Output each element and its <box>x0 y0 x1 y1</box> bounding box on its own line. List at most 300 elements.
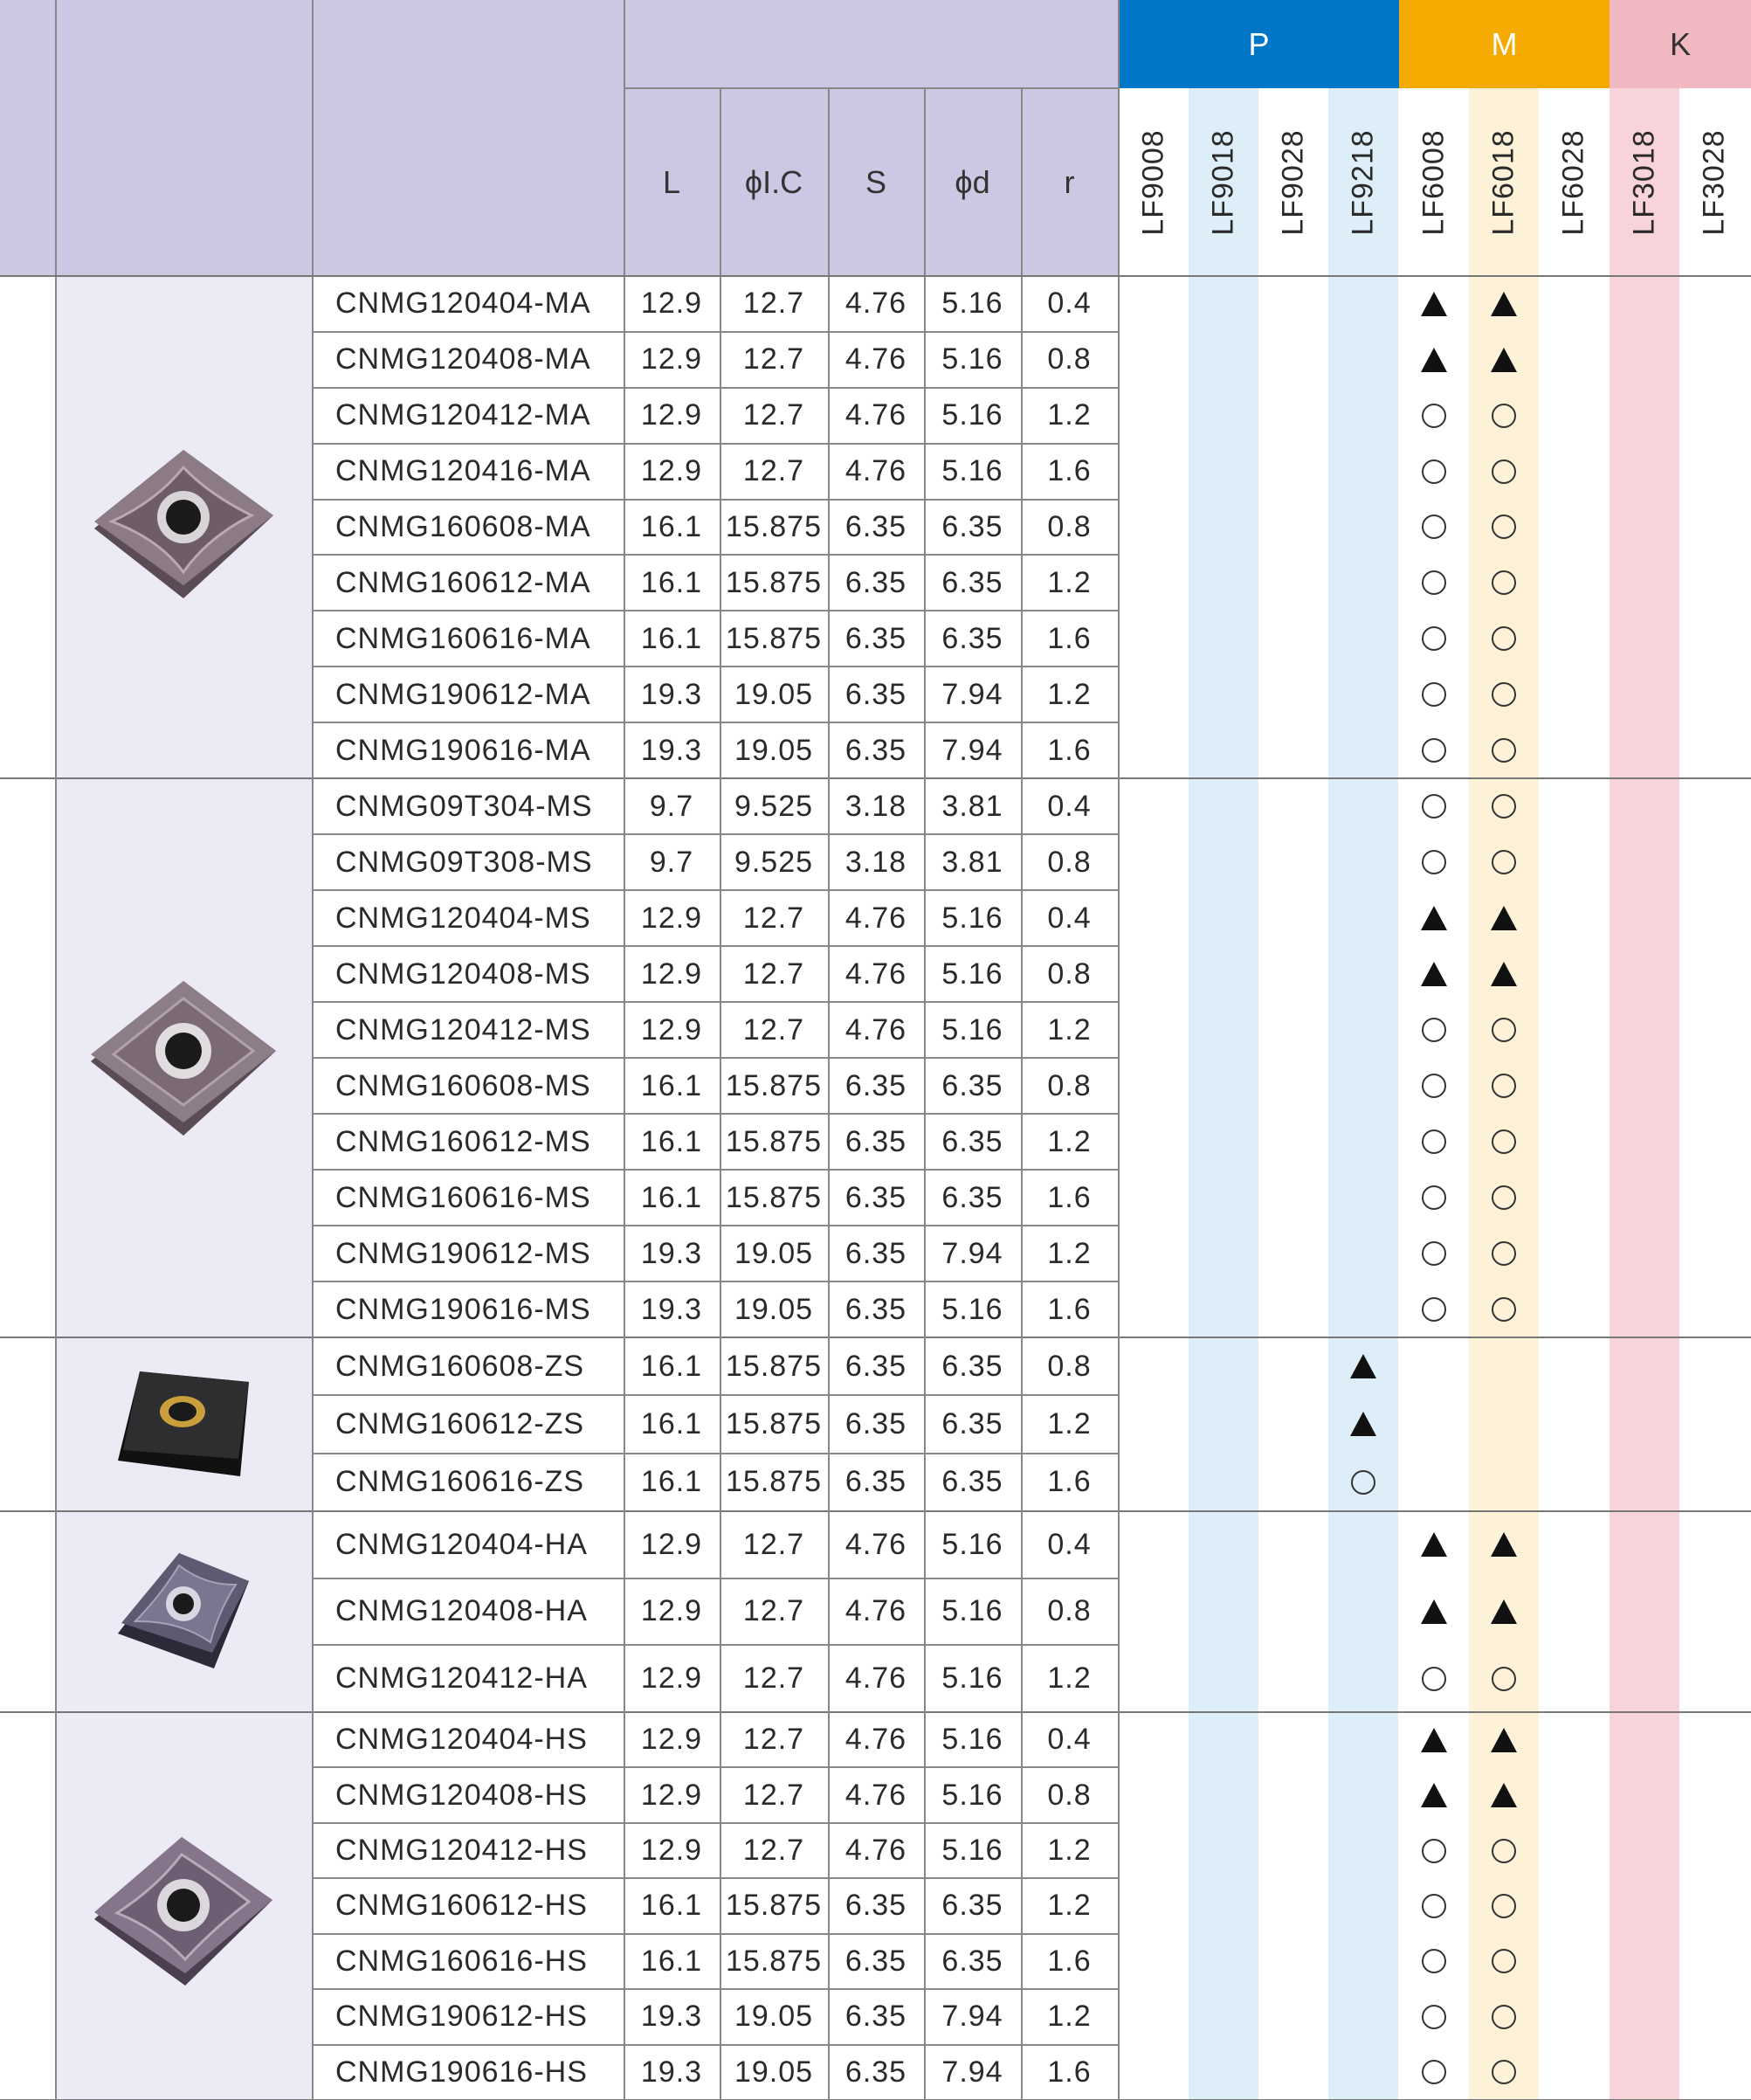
dim-cell-s: 3.18 <box>844 845 907 879</box>
dim-cell-d: 5.16 <box>941 454 1003 488</box>
circle-icon <box>1492 738 1516 763</box>
dim-cell-ic: 12.7 <box>742 398 805 432</box>
triangle-icon <box>1491 1599 1517 1624</box>
available-circle-icon <box>1469 555 1539 611</box>
model-cell: CNMG190612-HS <box>335 2000 588 2034</box>
dim-cell-r: 1.2 <box>1047 565 1092 599</box>
dim-cell-r: 1.2 <box>1047 1124 1092 1158</box>
dim-cell-s: 4.76 <box>844 901 907 935</box>
dim-cell-r: 1.2 <box>1047 1236 1092 1270</box>
available-circle-icon <box>1469 1934 1539 1989</box>
dim-cell-r: 1.2 <box>1047 398 1092 432</box>
dim-cell-l: 16.1 <box>640 1889 703 1923</box>
dim-cell-d: 5.16 <box>941 1661 1003 1696</box>
dim-cell-d: 5.16 <box>941 957 1003 991</box>
grade-header-label: LF9218 <box>1346 128 1380 236</box>
dim-cell-s: 4.76 <box>844 287 907 321</box>
dim-cell-ic: 15.875 <box>726 1124 822 1158</box>
grade-header-lf9218 <box>1328 88 1398 276</box>
column-divider <box>55 0 57 2100</box>
circle-icon <box>1492 404 1516 428</box>
row-divider <box>312 499 1119 501</box>
dim-cell-d: 7.94 <box>941 733 1003 767</box>
dim-cell-d: 5.16 <box>941 1292 1003 1326</box>
circle-icon <box>1422 2005 1446 2029</box>
triangle-icon <box>1421 292 1447 316</box>
circle-icon <box>1422 738 1446 763</box>
circle-icon <box>1422 1297 1446 1322</box>
dim-cell-s: 4.76 <box>844 1723 907 1757</box>
circle-icon <box>1492 459 1516 484</box>
available-circle-icon <box>1469 500 1539 556</box>
model-cell: CNMG120408-MA <box>335 342 591 376</box>
model-cell: CNMG120412-MS <box>335 1012 591 1047</box>
triangle-icon <box>1421 1599 1447 1624</box>
dim-cell-l: 19.3 <box>640 1236 703 1270</box>
grade-header-lf9028 <box>1258 88 1328 276</box>
grade-header-label: LF6008 <box>1417 128 1451 236</box>
model-cell: CNMG09T304-MS <box>335 789 593 823</box>
dim-cell-s: 6.35 <box>844 1068 907 1102</box>
dim-cell-ic: 12.7 <box>742 1661 805 1696</box>
recommended-triangle-icon <box>1469 890 1539 946</box>
available-circle-icon <box>1469 722 1539 778</box>
grade-header-lf6028 <box>1539 88 1609 276</box>
dim-cell-ic: 15.875 <box>726 509 822 543</box>
dim-cell-ic: 15.875 <box>726 1349 822 1383</box>
dim-cell-s: 4.76 <box>844 1527 907 1561</box>
dim-cell-l: 9.7 <box>649 789 694 823</box>
col-header-l: L <box>662 163 681 200</box>
column-divider <box>828 88 830 2100</box>
model-cell: CNMG160608-MS <box>335 1068 591 1102</box>
grade-header-label: LF3028 <box>1697 128 1731 236</box>
circle-icon <box>1492 1074 1516 1098</box>
dim-cell-ic: 19.05 <box>734 677 814 711</box>
col-header-d: ϕd <box>955 163 990 200</box>
dim-cell-l: 16.1 <box>640 1180 703 1214</box>
circle-icon <box>1422 1129 1446 1154</box>
circle-icon <box>1422 794 1446 819</box>
grade-header-lf3028 <box>1679 88 1749 276</box>
circle-icon <box>1492 1949 1516 1973</box>
dim-cell-s: 6.35 <box>844 1292 907 1326</box>
dim-cell-ic: 9.525 <box>734 845 814 879</box>
circle-icon <box>1422 850 1446 874</box>
recommended-triangle-icon <box>1328 1395 1398 1453</box>
available-circle-icon <box>1399 1170 1469 1226</box>
dim-cell-s: 6.35 <box>844 1944 907 1978</box>
recommended-triangle-icon <box>1328 1337 1398 1395</box>
model-cell: CNMG160616-MS <box>335 1180 591 1214</box>
model-cell: CNMG190612-MS <box>335 1236 591 1270</box>
model-cell: CNMG160608-ZS <box>335 1349 585 1383</box>
dim-cell-l: 16.1 <box>640 1068 703 1102</box>
insert-zs-icon <box>109 1363 258 1485</box>
dim-cell-l: 16.1 <box>640 1349 703 1383</box>
dim-cell-r: 0.8 <box>1047 509 1092 543</box>
grade-header-label: LF6018 <box>1486 128 1520 236</box>
available-circle-icon <box>1399 1002 1469 1058</box>
dim-cell-ic: 12.7 <box>742 1778 805 1812</box>
dim-cell-s: 4.76 <box>844 342 907 376</box>
dim-cell-l: 12.9 <box>640 1834 703 1868</box>
row-divider <box>312 666 1119 667</box>
dim-cell-d: 6.35 <box>941 1349 1003 1383</box>
triangle-icon <box>1491 1728 1517 1752</box>
triangle-icon <box>1350 1412 1376 1436</box>
available-circle-icon <box>1399 1823 1469 1878</box>
column-divider <box>1021 88 1023 2100</box>
circle-icon <box>1492 1241 1516 1266</box>
dim-cell-l: 12.9 <box>640 1661 703 1696</box>
dim-cell-d: 6.35 <box>941 1124 1003 1158</box>
dim-cell-l: 12.9 <box>640 1778 703 1812</box>
dim-cell-r: 1.2 <box>1047 2000 1092 2034</box>
model-cell: CNMG160616-MA <box>335 621 591 655</box>
triangle-icon <box>1491 1783 1517 1807</box>
column-divider <box>720 88 721 2100</box>
model-cell: CNMG160616-HS <box>335 1944 588 1978</box>
recommended-triangle-icon <box>1469 1511 1539 1578</box>
dim-cell-r: 0.4 <box>1047 287 1092 321</box>
dim-cell-s: 6.35 <box>844 733 907 767</box>
recommended-triangle-icon <box>1399 1511 1469 1578</box>
available-circle-icon <box>1469 1058 1539 1114</box>
grade-header-label: LF9018 <box>1206 128 1240 236</box>
model-cell: CNMG120416-MA <box>335 454 591 488</box>
row-divider <box>312 1169 1119 1171</box>
dim-cell-l: 12.9 <box>640 957 703 991</box>
grade-header-lf6018 <box>1469 88 1539 276</box>
dim-cell-ic: 12.7 <box>742 901 805 935</box>
dim-cell-ic: 19.05 <box>734 1292 814 1326</box>
dim-cell-s: 4.76 <box>844 454 907 488</box>
dim-cell-l: 16.1 <box>640 1944 703 1978</box>
dim-cell-s: 6.35 <box>844 1124 907 1158</box>
model-cell: CNMG120404-MS <box>335 901 591 935</box>
available-circle-icon <box>1399 1114 1469 1170</box>
circle-icon <box>1492 682 1516 707</box>
dim-cell-d: 3.81 <box>941 789 1003 823</box>
circle-icon <box>1422 459 1446 484</box>
triangle-icon <box>1421 1728 1447 1752</box>
dim-cell-r: 1.2 <box>1047 1889 1092 1923</box>
row-divider <box>312 1822 1119 1824</box>
dim-cell-s: 6.35 <box>844 565 907 599</box>
dim-cell-l: 12.9 <box>640 1527 703 1561</box>
available-circle-icon <box>1399 388 1469 444</box>
dim-cell-d: 6.35 <box>941 621 1003 655</box>
circle-icon <box>1422 2060 1446 2084</box>
circle-icon <box>1492 1839 1516 1863</box>
dim-cell-ic: 12.7 <box>742 1594 805 1628</box>
dim-cell-r: 1.2 <box>1047 1661 1092 1696</box>
model-cell: CNMG190612-MA <box>335 677 591 711</box>
row-divider <box>312 443 1119 445</box>
available-circle-icon <box>1399 834 1469 890</box>
dim-cell-r: 1.6 <box>1047 454 1092 488</box>
available-circle-icon <box>1399 667 1469 722</box>
dim-cell-s: 6.35 <box>844 1349 907 1383</box>
available-circle-icon <box>1469 388 1539 444</box>
dim-cell-r: 0.4 <box>1047 901 1092 935</box>
dim-cell-ic: 12.7 <box>742 1012 805 1047</box>
dim-cell-s: 6.35 <box>844 1889 907 1923</box>
grade-header-lf3018 <box>1610 88 1679 276</box>
col-header-s: S <box>865 163 886 200</box>
row-divider <box>312 1281 1119 1282</box>
insert-hs-icon <box>87 1830 279 1992</box>
row-divider <box>312 1766 1119 1768</box>
dim-cell-s: 6.35 <box>844 1180 907 1214</box>
dim-cell-l: 12.9 <box>640 454 703 488</box>
dim-cell-l: 16.1 <box>640 565 703 599</box>
recommended-triangle-icon <box>1399 1767 1469 1822</box>
circle-icon <box>1422 570 1446 595</box>
row-divider <box>312 889 1119 891</box>
dim-cell-l: 16.1 <box>640 621 703 655</box>
triangle-icon <box>1421 1532 1447 1557</box>
recommended-triangle-icon <box>1469 1578 1539 1646</box>
available-circle-icon <box>1399 722 1469 778</box>
circle-icon <box>1492 1129 1516 1154</box>
available-circle-icon <box>1469 1170 1539 1226</box>
dim-cell-d: 7.94 <box>941 2000 1003 2034</box>
dim-cell-d: 7.94 <box>941 1236 1003 1270</box>
dim-cell-s: 4.76 <box>844 398 907 432</box>
dim-cell-s: 6.35 <box>844 509 907 543</box>
dim-cell-s: 4.76 <box>844 1594 907 1628</box>
available-circle-icon <box>1469 778 1539 834</box>
dim-cell-d: 6.35 <box>941 509 1003 543</box>
circle-icon <box>1422 1667 1446 1691</box>
model-cell: CNMG120412-HS <box>335 1834 588 1868</box>
dim-cell-r: 0.8 <box>1047 845 1092 879</box>
dim-cell-d: 3.81 <box>941 845 1003 879</box>
dim-cell-s: 4.76 <box>844 1661 907 1696</box>
triangle-icon <box>1491 906 1517 930</box>
circle-icon <box>1492 1297 1516 1322</box>
dim-cell-d: 7.94 <box>941 677 1003 711</box>
triangle-icon <box>1421 1783 1447 1807</box>
dim-cell-l: 9.7 <box>649 845 694 879</box>
dim-cell-r: 1.2 <box>1047 1834 1092 1868</box>
model-cell: CNMG160612-ZS <box>335 1406 585 1440</box>
dim-cell-r: 1.6 <box>1047 1465 1092 1499</box>
dim-cell-l: 19.3 <box>640 733 703 767</box>
group-k-header: K <box>1610 0 1751 88</box>
circle-icon <box>1492 850 1516 874</box>
dim-cell-d: 5.16 <box>941 1778 1003 1812</box>
column-divider <box>312 0 314 2100</box>
circle-icon <box>1422 404 1446 428</box>
dim-cell-s: 6.35 <box>844 677 907 711</box>
available-circle-icon <box>1469 611 1539 667</box>
insert-ma-icon <box>86 441 282 607</box>
available-circle-icon <box>1469 1226 1539 1281</box>
row-divider <box>312 833 1119 835</box>
row-divider <box>312 610 1119 611</box>
available-circle-icon <box>1399 1989 1469 2044</box>
dim-cell-ic: 15.875 <box>726 621 822 655</box>
circle-icon <box>1422 626 1446 651</box>
triangle-icon <box>1491 292 1517 316</box>
recommended-triangle-icon <box>1469 1712 1539 1767</box>
row-divider <box>312 1644 1119 1646</box>
dim-cell-d: 6.35 <box>941 1068 1003 1102</box>
recommended-triangle-icon <box>1469 946 1539 1002</box>
dim-cell-l: 12.9 <box>640 287 703 321</box>
dim-cell-ic: 19.05 <box>734 1236 814 1270</box>
row-divider <box>312 387 1119 389</box>
dim-cell-r: 0.8 <box>1047 342 1092 376</box>
row-divider <box>312 1394 1119 1396</box>
grade-header-label: LF6028 <box>1556 128 1590 236</box>
circle-icon <box>1492 1894 1516 1918</box>
circle-icon <box>1422 1894 1446 1918</box>
model-cell: CNMG120404-HS <box>335 1723 588 1757</box>
recommended-triangle-icon <box>1469 276 1539 332</box>
model-cell: CNMG09T308-MS <box>335 845 593 879</box>
available-circle-icon <box>1399 778 1469 834</box>
circle-icon <box>1351 1470 1375 1495</box>
triangle-icon <box>1491 962 1517 986</box>
triangle-icon <box>1421 348 1447 372</box>
dim-cell-r: 1.2 <box>1047 677 1092 711</box>
circle-icon <box>1492 1018 1516 1042</box>
dim-cell-d: 6.35 <box>941 1465 1003 1499</box>
triangle-icon <box>1421 906 1447 930</box>
row-divider <box>312 1225 1119 1226</box>
dim-cell-s: 6.35 <box>844 1406 907 1440</box>
circle-icon <box>1422 1018 1446 1042</box>
dim-cell-ic: 19.05 <box>734 2000 814 2034</box>
dim-cell-ic: 19.05 <box>734 2055 814 2089</box>
model-cell: CNMG160616-ZS <box>335 1465 585 1499</box>
header-divider <box>624 87 1119 89</box>
dim-cell-r: 0.8 <box>1047 1594 1092 1628</box>
dim-cell-l: 16.1 <box>640 509 703 543</box>
dim-cell-d: 5.16 <box>941 342 1003 376</box>
dim-cell-l: 19.3 <box>640 2055 703 2089</box>
dim-cell-ic: 15.875 <box>726 1180 822 1214</box>
circle-icon <box>1492 1667 1516 1691</box>
available-circle-icon <box>1469 1114 1539 1170</box>
dim-cell-r: 0.8 <box>1047 957 1092 991</box>
available-circle-icon <box>1469 1878 1539 1933</box>
dim-cell-ic: 15.875 <box>726 1944 822 1978</box>
dim-cell-ic: 12.7 <box>742 287 805 321</box>
recommended-triangle-icon <box>1399 890 1469 946</box>
grade-header-label: LF3018 <box>1627 128 1661 236</box>
available-circle-icon <box>1399 1645 1469 1712</box>
dim-cell-l: 19.3 <box>640 677 703 711</box>
available-circle-icon <box>1469 2045 1539 2100</box>
dim-cell-d: 6.35 <box>941 1889 1003 1923</box>
circle-icon <box>1492 2060 1516 2084</box>
dim-cell-ic: 12.7 <box>742 342 805 376</box>
dim-cell-d: 5.16 <box>941 1723 1003 1757</box>
model-cell: CNMG190616-HS <box>335 2055 588 2089</box>
col-header-r: r <box>1064 163 1075 200</box>
available-circle-icon <box>1469 1645 1539 1712</box>
dim-cell-d: 6.35 <box>941 565 1003 599</box>
circle-icon <box>1492 2005 1516 2029</box>
dim-cell-r: 1.6 <box>1047 1292 1092 1326</box>
dim-cell-s: 6.35 <box>844 621 907 655</box>
row-divider <box>312 1001 1119 1003</box>
recommended-triangle-icon <box>1469 1767 1539 1822</box>
recommended-triangle-icon <box>1469 332 1539 388</box>
dim-cell-ic: 19.05 <box>734 733 814 767</box>
dim-cell-l: 12.9 <box>640 1723 703 1757</box>
circle-icon <box>1422 1241 1446 1266</box>
dim-cell-r: 1.6 <box>1047 2055 1092 2089</box>
dim-cell-r: 1.6 <box>1047 621 1092 655</box>
dim-cell-l: 19.3 <box>640 1292 703 1326</box>
available-circle-icon <box>1399 2045 1469 2100</box>
available-circle-icon <box>1469 1281 1539 1337</box>
dim-cell-d: 5.16 <box>941 1012 1003 1047</box>
dim-cell-r: 1.6 <box>1047 1180 1092 1214</box>
model-cell: CNMG160612-MA <box>335 565 591 599</box>
dim-cell-r: 1.6 <box>1047 1944 1092 1978</box>
circle-icon <box>1422 1074 1446 1098</box>
dim-cell-s: 4.76 <box>844 1778 907 1812</box>
row-divider <box>312 554 1119 556</box>
dim-cell-ic: 12.7 <box>742 454 805 488</box>
dim-cell-r: 0.4 <box>1047 1527 1092 1561</box>
header-bottom-line <box>0 275 1751 277</box>
dim-cell-l: 12.9 <box>640 1012 703 1047</box>
circle-icon <box>1492 626 1516 651</box>
recommended-triangle-icon <box>1399 946 1469 1002</box>
row-divider <box>312 722 1119 723</box>
dim-cell-l: 16.1 <box>640 1465 703 1499</box>
model-cell: CNMG120408-MS <box>335 957 591 991</box>
row-divider <box>312 331 1119 333</box>
dim-cell-r: 0.4 <box>1047 789 1092 823</box>
model-cell: CNMG120412-MA <box>335 398 591 432</box>
column-divider <box>1118 0 1120 2100</box>
dim-cell-r: 0.4 <box>1047 1723 1092 1757</box>
available-circle-icon <box>1399 1878 1469 1933</box>
row-divider <box>312 945 1119 947</box>
dim-cell-s: 4.76 <box>844 1012 907 1047</box>
dim-cell-s: 4.76 <box>844 1834 907 1868</box>
dim-cell-s: 6.35 <box>844 1465 907 1499</box>
dim-cell-d: 5.16 <box>941 398 1003 432</box>
dim-cell-l: 12.9 <box>640 342 703 376</box>
circle-icon <box>1422 1949 1446 1973</box>
row-divider <box>312 1057 1119 1059</box>
row-divider <box>312 1877 1119 1879</box>
group-m-header: M <box>1399 0 1610 88</box>
dim-cell-ic: 12.7 <box>742 1527 805 1561</box>
dim-cell-ic: 12.7 <box>742 957 805 991</box>
recommended-triangle-icon <box>1399 1578 1469 1646</box>
dim-cell-s: 3.18 <box>844 789 907 823</box>
available-circle-icon <box>1399 555 1469 611</box>
available-circle-icon <box>1399 1281 1469 1337</box>
dim-cell-d: 6.35 <box>941 1944 1003 1978</box>
dim-cell-ic: 9.525 <box>734 789 814 823</box>
dim-cell-d: 5.16 <box>941 1594 1003 1628</box>
available-circle-icon <box>1469 667 1539 722</box>
row-divider <box>312 1578 1119 1579</box>
available-circle-icon <box>1469 1823 1539 1878</box>
